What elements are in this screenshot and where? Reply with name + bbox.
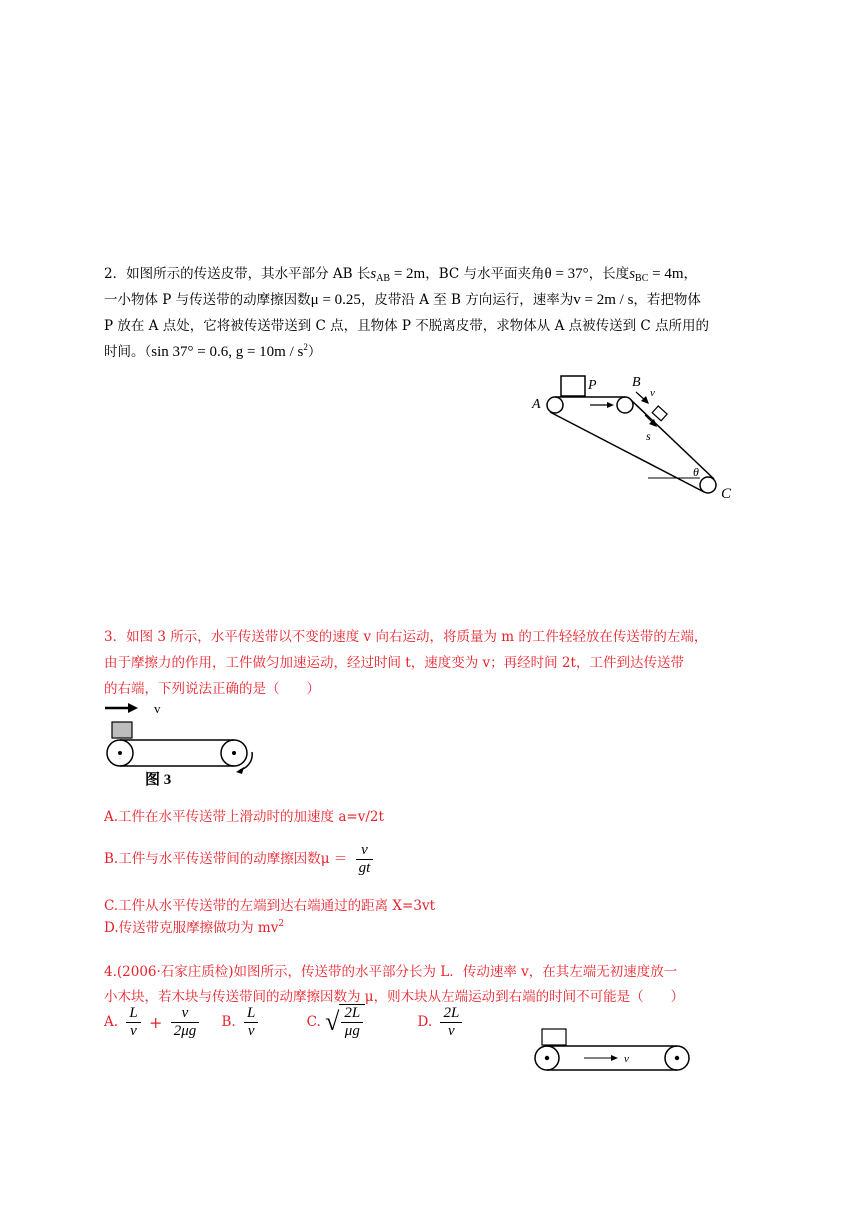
q2-mu: μ = 0.25 <box>310 292 361 308</box>
label-c: C <box>721 486 732 502</box>
q3-option-a: A.工件在水平传送带上滑动时的加速度 a=v/2t <box>104 809 384 825</box>
pulley-a <box>547 397 563 413</box>
q4-option-c-label: C. <box>306 1014 321 1030</box>
q2-sbc: $s_{BC} = 4m$ <box>629 266 684 284</box>
q2-line-1: 2．如图所示的传送皮带，其水平部分 AB 长$s_{AB} = 2m$，BC 与水平面夹角θ = 37°，长度$s_{BC} = 4m$， <box>104 266 698 284</box>
q4-option-b-label: B. <box>221 1014 236 1030</box>
q4-line-2: 小木块，若木块与传送带间的动摩擦因数为 μ，则木块从左端运动到右端的时间不可能是（ ） <box>104 989 685 1005</box>
pulley-b <box>617 397 633 413</box>
q4-a-frac-1: $\frac{L}{v}$ <box>126 1005 140 1040</box>
label-v: v <box>154 701 161 716</box>
q3-option-d: D.传送带克服摩擦做功为 $mv^2$ <box>104 919 285 936</box>
q4-option-d-label: D. <box>417 1014 433 1030</box>
label-a: A <box>532 397 541 412</box>
block-p <box>561 376 585 396</box>
label-p: P <box>588 378 597 393</box>
workpiece-block <box>112 722 132 738</box>
q3-option-c: C.工件从水平传送带的左端到达右端通过的距离 X=3vt <box>104 898 435 914</box>
q2-line-4: 时间。（sin 37° = 0.6, $g = 10m / s^2$） <box>104 342 322 360</box>
label-theta: θ <box>693 465 699 479</box>
q2-line-2: 一小物体 P 与传送带的动摩擦因数μ = 0.25，皮带沿 A 至 B 方向运行，速率为v = 2m / s，若把物体 <box>104 292 701 308</box>
q3-option-b: B.工件与水平传送带间的动摩擦因数μ ＝ $\frac{v}{gt}$ <box>104 842 377 877</box>
q4-c-radical: √ $\frac{2L}{\mu g}$ <box>325 1004 365 1040</box>
belt-incline <box>631 400 714 479</box>
belt-return <box>550 412 704 492</box>
q2-theta: θ = 37° <box>544 266 589 282</box>
label-s: s <box>646 429 651 443</box>
q3-line-2: 由于摩擦力的作用，工件做匀加速运动，经过时间 t，速度变为 v；再经时间 2t，工件到达传送带 <box>104 655 684 671</box>
q4-option-a-label: A. <box>104 1014 119 1030</box>
q2-text: 2．如图所示的传送皮带，其水平部分 AB 长 <box>104 266 371 282</box>
q4-a-frac-2: $\frac{v}{2\mu g}$ <box>171 1005 200 1040</box>
q2-given: sin 37° = 0.6, $g = 10m / s^2$ <box>151 342 308 360</box>
q4-conveyor-figure <box>528 1025 696 1073</box>
q2-conveyor-figure <box>528 372 748 502</box>
q3-line-3: 的右端，下列说法正确的是（ ） <box>104 681 320 697</box>
label-b: B <box>632 375 641 390</box>
q2-sab: $s_{AB} = 2m$ <box>370 266 426 284</box>
q3-b-fraction: $\frac{v}{gt}$ <box>356 842 374 877</box>
rotation-arrow <box>240 752 252 770</box>
q2-velocity: v = 2m / s <box>573 292 634 308</box>
q4-options: A. $\frac{L}{v}$ + $\frac{v}{2\mu g}$ B. $\frac{L}{v}$ C. √ $\frac{2L}{\mu g}$ D. $\frac{2L}{v}$ <box>104 1004 466 1040</box>
q4-d-frac: $\frac{2L}{v}$ <box>440 1005 462 1040</box>
q3-conveyor-figure <box>100 700 270 788</box>
q2-line-3: P 放在 A 点处，它将被传送带送到 C 点，且物体 P 不脱离皮带，求物体从 A 点被传送到 C 点所用的 <box>104 318 710 334</box>
q4-b-frac: $\frac{L}{v}$ <box>244 1005 258 1040</box>
label-v: v <box>624 1053 629 1065</box>
figure-caption: 图 3 <box>145 772 172 788</box>
wood-block <box>542 1029 566 1045</box>
q3-line-1: 3．如图 3 所示，水平传送带以不变的速度 v 向右运动，将质量为 m 的工件轻轻放在传送带的左端， <box>104 629 708 645</box>
block-on-incline <box>652 406 667 421</box>
q4-line-1: 4.(2006·石家庄质检)如图所示，传送带的水平部分长为 L．传动速率 v，在其左端无初速度放一 <box>104 964 678 980</box>
label-v: v <box>650 387 655 399</box>
